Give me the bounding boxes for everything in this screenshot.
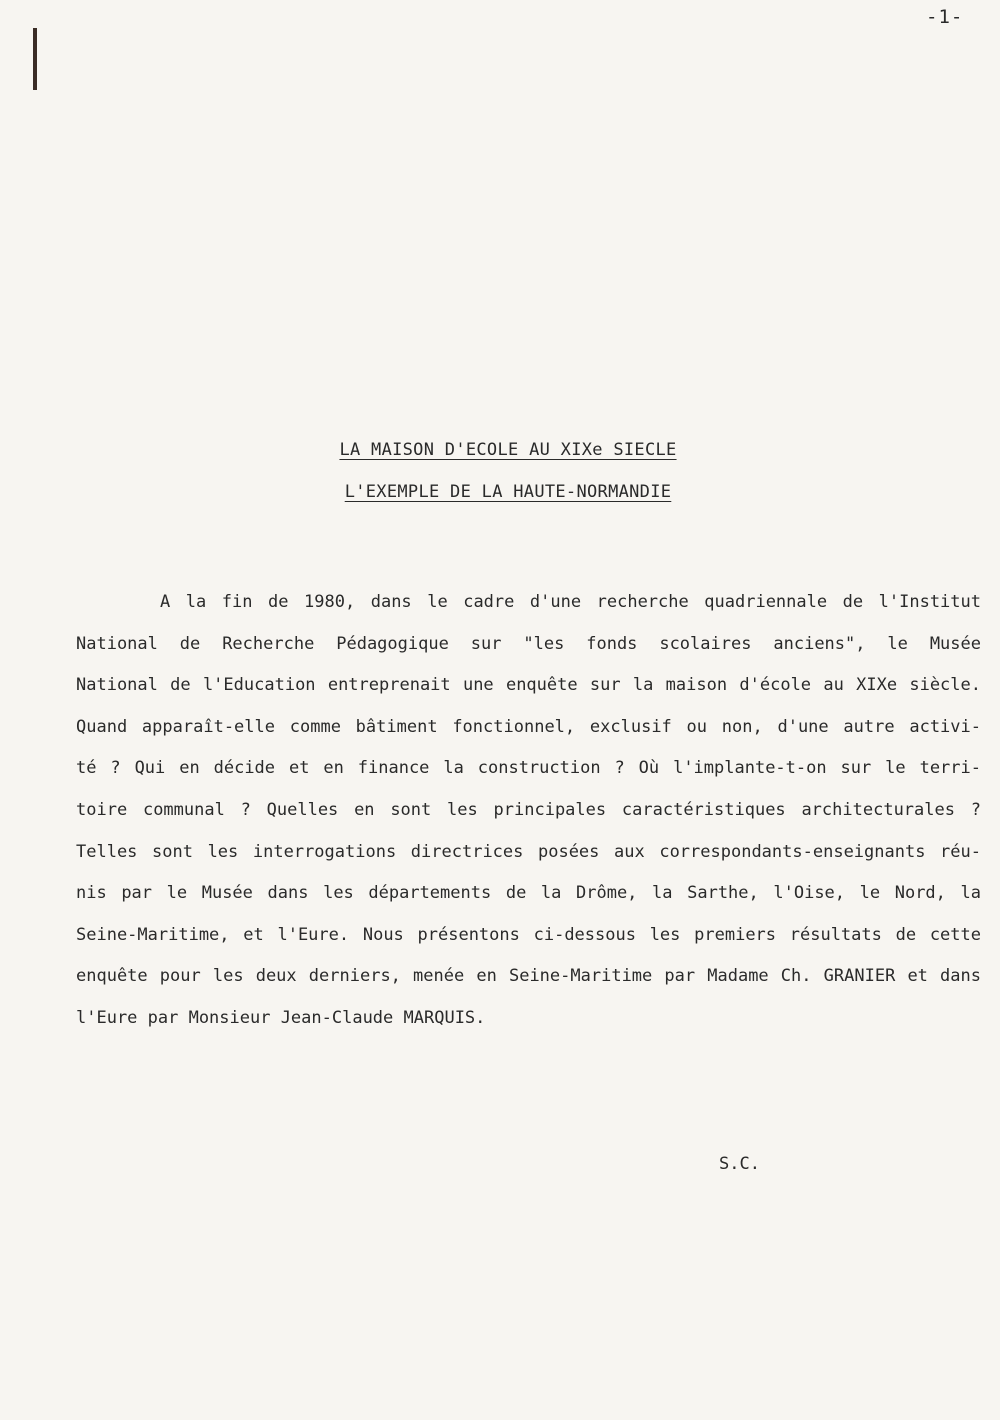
paragraph-line: l'Eure par Monsieur Jean-Claude MARQUIS. bbox=[76, 1007, 486, 1028]
title-line-1 bbox=[0, 440, 1000, 460]
paragraph-line: enquête pour les deux derniers, menée en Seine-Maritime par Madame Ch. GRANIER et dans bbox=[76, 966, 981, 987]
paragraph-line: Telles sont les interrogations directrices posées aux correspondants-enseignants réu- bbox=[76, 841, 981, 862]
title-line-2-text: L'EXEMPLE DE LA HAUTE-NORMANDIE bbox=[344, 482, 672, 502]
body-paragraph bbox=[76, 582, 981, 1040]
paragraph-line: toire communal ? Quelles en sont les principales caractéristiques architecturales ? bbox=[76, 799, 981, 820]
title-line-1-text: LA MAISON D'ECOLE AU XIXe SIECLE bbox=[339, 440, 677, 460]
paragraph-line: Seine-Maritime, et l'Eure. Nous présentons ci-dessous les premiers résultats de cette bbox=[76, 924, 981, 945]
paragraph-line: A la fin de 1980, dans le cadre d'une recherche quadriennale de l'Institut bbox=[160, 592, 981, 612]
signature-initials: S.C. bbox=[719, 1154, 760, 1174]
margin-mark bbox=[33, 28, 37, 90]
paragraph-line: National de Recherche Pédagogique sur "les fonds scolaires anciens", le Musée bbox=[76, 633, 981, 654]
paragraph-line: National de l'Education entreprenait une enquête sur la maison d'école au XIXe siècle. bbox=[76, 675, 981, 696]
paragraph-line: nis par le Musée dans les départements de la Drôme, la Sarthe, l'Oise, le Nord, la bbox=[76, 883, 981, 904]
paragraph-line: té ? Qui en décide et en finance la construction ? Où l'implante-t-on sur le terri- bbox=[76, 758, 981, 779]
page-number: -1- bbox=[926, 6, 964, 28]
title-line-2 bbox=[0, 482, 1000, 502]
paragraph-line: Quand apparaît-elle comme bâtiment fonctionnel, exclusif ou non, d'une autre activi- bbox=[76, 716, 981, 737]
